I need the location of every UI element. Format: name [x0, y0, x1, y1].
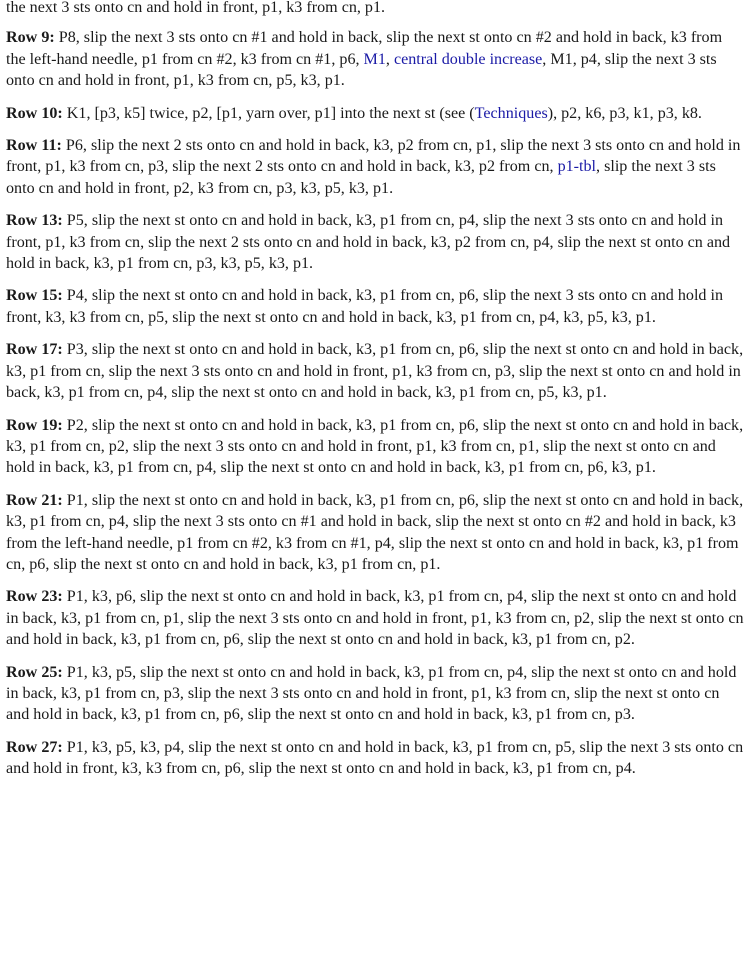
- row-text: P1, k3, p5, k3, p4, slip the next st onto cn and hold in back, k3, p1 from cn, p5, slip the next 3 sts onto cn and hold in front, k3, k3 from cn, p6, slip the next st onto cn and hold in back, k3, p1 from cn, p4.: [6, 738, 744, 778]
- row-label: Row 25:: [6, 663, 63, 681]
- row-text: P1, slip the next st onto cn and hold in back, k3, p1 from cn, p6, slip the next st onto cn and hold in back, k3, p1 from cn, p4, slip the next 3 sts onto cn #1 and hold in back, slip the next st onto cn #2 and hold in back, k3 from the left-hand needle, p1 from cn #2, k3 from cn #1, p4, slip the next st onto cn and hold in back, k3, p1 from cn, p6, slip the next st onto cn and hold in back, k3, p1 from cn, p1.: [6, 491, 744, 573]
- row-text: , slip the next 3 sts onto cn and hold in front, p2, k3 from cn, p3, k3, p5, k3, p1.: [6, 158, 716, 197]
- row-text: , M1, p4, slip the next 3 sts onto cn and hold in front, p1, k3 from cn, p5, k3, p1.: [6, 50, 717, 90]
- row-text: P4, slip the next st onto cn and hold in back, k3, p1 from cn, p6, slip the next 3 sts onto cn and hold in front, k3, k3 from cn, p5, slip the next st onto cn and hold in back, k3, p1 from cn, p4, k3, p5, k3, p1.: [6, 287, 724, 326]
- row-label: Row 17:: [6, 341, 63, 359]
- p1-tbl-link[interactable]: p1-tbl: [557, 158, 597, 176]
- intro-paragraph: the next 3 sts onto cn and hold in front, p1, k3 from cn, p1.: [6, 0, 386, 16]
- row-15-paragraph: [6, 285, 744, 328]
- row-text: P5, slip the next st onto cn and hold in back, k3, p1 from cn, p4, slip the next 3 sts onto cn and hold in front, p1, k3 from cn, slip the next 2 sts onto cn and hold in back, k3, p2 from cn, p4, slip the next st onto cn and hold in back, k3, p1 from cn, p3, k3, p5, k3, p1.: [6, 212, 731, 273]
- row-label: Row 27:: [6, 738, 63, 756]
- row-label: Row 9:: [6, 29, 55, 47]
- row-17-paragraph: [6, 339, 744, 403]
- row-text: P3, slip the next st onto cn and hold in back, k3, p1 from cn, p6, slip the next st onto cn and hold in back, k3, p1 from cn, slip the next 3 sts onto cn and hold in front, p1, k3 from cn, p3, slip the next st onto cn and hold in back, k3, p1 from cn, p4, slip the next st onto cn and hold in back, k3, p1 from cn, p5, k3, p1.: [6, 341, 744, 402]
- row-21-paragraph: [6, 490, 744, 576]
- row-text: P8, slip the next 3 sts onto cn #1 and hold in back, slip the next st onto cn #2 and hold in back, k3 from the left-hand needle, p1 from cn #2, k3 from cn #1, p6,: [6, 29, 723, 68]
- row-11-paragraph: [6, 135, 744, 199]
- row-label: Row 13:: [6, 212, 63, 230]
- row-label: Row 15:: [6, 287, 63, 305]
- row-label: Row 21:: [6, 491, 63, 509]
- row-text: P1, k3, p6, slip the next st onto cn and hold in back, k3, p1 from cn, p4, slip the next st onto cn and hold in back, k3, p1 from cn, p1, slip the next 3 sts onto cn and hold in front, p1, k3 from cn, p2, slip the next st onto cn and hold in back, k3, p1 from cn, p6, slip the next st onto cn and hold in back, k3, p1 from cn, p2.: [6, 588, 744, 649]
- techniques-link[interactable]: Techniques: [474, 104, 548, 122]
- row-text: P1, k3, p5, slip the next st onto cn and hold in back, k3, p1 from cn, p4, slip the next st onto cn and hold in back, k3, p1 from cn, p3, slip the next 3 sts onto cn and hold in front, p1, k3 from cn, slip the next st onto cn and hold in back, k3, p1 from cn, p6, slip the next st onto cn and hold in back, k3, p1 from cn, p3.: [6, 663, 737, 724]
- row-19-paragraph: [6, 415, 744, 479]
- row-label: Row 23:: [6, 588, 63, 606]
- row-10-paragraph: [6, 103, 744, 124]
- row-text: P6, slip the next 2 sts onto cn and hold in back, k3, p2 from cn, p1, slip the next 3 sts onto cn and hold in front, p1, k3 from cn, p3, slip the next 2 sts onto cn and hold in back, k3, p2 from cn,: [6, 137, 741, 176]
- row-13-paragraph: [6, 210, 744, 274]
- row-text: ,: [385, 50, 394, 68]
- row-label: Row 10:: [6, 104, 63, 122]
- row-text: ), p2, k6, p3, k1, p3, k8.: [547, 104, 702, 122]
- row-25-paragraph: [6, 662, 744, 726]
- m1-link[interactable]: M1: [363, 50, 386, 68]
- row-27-paragraph: [6, 737, 744, 780]
- row-9-paragraph: [6, 27, 744, 91]
- row-text: K1, [p3, k5] twice, p2, [p1, yarn over, p1] into the next st (see (: [62, 104, 475, 122]
- central-double-increase-link[interactable]: central double increase: [393, 50, 543, 68]
- row-label: Row 11:: [6, 137, 62, 155]
- row-23-paragraph: [6, 586, 744, 650]
- row-label: Row 19:: [6, 416, 63, 434]
- row-text: P2, slip the next st onto cn and hold in back, k3, p1 from cn, p6, slip the next st onto cn and hold in back, k3, p1 from cn, p2, slip the next 3 sts onto cn and hold in front, p1, k3 from cn, p1, slip the next st onto cn and hold in back, k3, p1 from cn, p4, slip the next st onto cn and hold in back, k3, p1 from cn, p6, k3, p1.: [6, 416, 744, 477]
